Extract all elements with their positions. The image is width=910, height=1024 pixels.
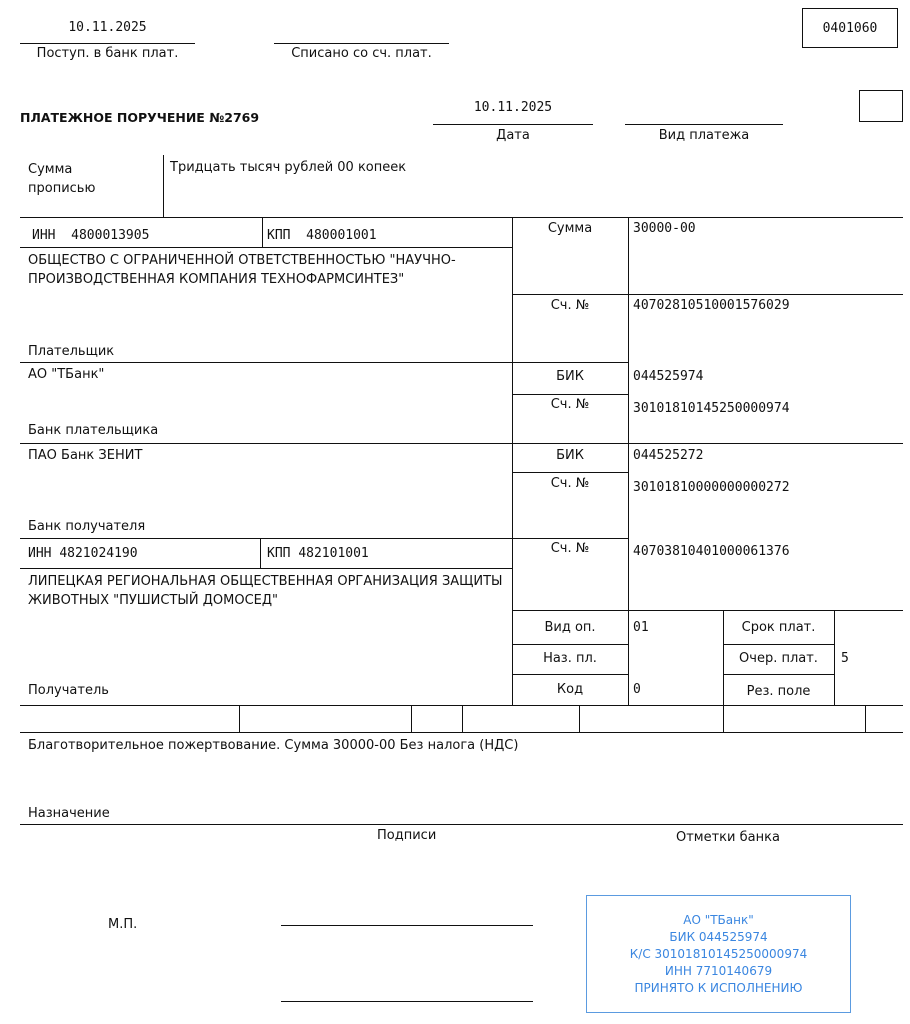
recipient-bank-name: ПАО Банк ЗЕНИТ <box>28 448 143 463</box>
recipient-name-line2: ЖИВОТНЫХ "ПУШИСТЫЙ ДОМОСЕД" <box>28 593 279 608</box>
payer-inn-line <box>20 247 512 248</box>
amount-words-label-line2: прописью <box>28 181 96 196</box>
recipient-name-line1: ЛИПЕЦКАЯ РЕГИОНАЛЬНАЯ ОБЩЕСТВЕННАЯ ОРГАНИЗАЦИЯ ЗАЩИТЫ <box>28 574 503 589</box>
details-row-line-left-2 <box>512 674 628 675</box>
payer-bank-label: Банк плательщика <box>28 423 159 438</box>
payer-bank-account: 30101810145250000974 <box>633 401 790 416</box>
tax-vline-3 <box>462 705 463 732</box>
recipient-kpp: КПП 482101001 <box>267 546 369 561</box>
details-row-line-left-1 <box>512 644 628 645</box>
payer-name <box>28 251 456 289</box>
amount-line <box>512 294 903 295</box>
signatures-label: Подписи <box>377 828 437 843</box>
tax-vline-4 <box>579 705 580 732</box>
details-row-line-right-2 <box>723 674 834 675</box>
recipient-bank-account: 30101810000000000272 <box>633 480 790 495</box>
payer-inn-kpp-divider <box>262 217 263 247</box>
tax-vline-1 <box>239 705 240 732</box>
priority-label: Очер. плат. <box>739 651 818 666</box>
amount-words-label <box>28 160 95 198</box>
tax-row-bottom-line <box>20 732 903 733</box>
purpose-code-label: Наз. пл. <box>543 651 597 666</box>
received-date: 10.11.2025 <box>68 20 147 35</box>
payer-name-line1: ОБЩЕСТВО С ОГРАНИЧЕННОЙ ОТВЕТСТВЕННОСТЬЮ "НАУЧНО- <box>28 253 456 268</box>
recipient-bank-account-label: Сч. № <box>550 476 590 491</box>
op-type-label: Вид оп. <box>544 620 596 635</box>
recipient-account-label: Сч. № <box>550 541 590 556</box>
recipient-bank-bik: 044525272 <box>633 448 704 463</box>
recipient-bank-bottom-line <box>20 538 628 539</box>
grid-vline-right <box>628 217 629 705</box>
details-top-line <box>512 610 903 611</box>
form-code-box <box>802 8 898 48</box>
signature-line-2 <box>281 1001 533 1002</box>
grid-line-top <box>20 217 903 218</box>
signature-line-1 <box>281 925 533 926</box>
amount-words-divider <box>163 155 164 217</box>
recipient-bank-label: Банк получателя <box>28 519 146 534</box>
form-code: 0401060 <box>822 20 878 36</box>
recipient-name <box>28 572 503 610</box>
recipient-account: 40703810401000061376 <box>633 544 790 559</box>
debited-label: Списано со сч. плат. <box>291 46 432 61</box>
order-date-line <box>433 124 593 125</box>
purpose-label: Назначение <box>28 806 110 821</box>
priority-value: 5 <box>841 651 849 666</box>
payer-kpp: КПП 480001001 <box>267 228 377 243</box>
debited-date-line <box>274 43 449 44</box>
received-date-line <box>20 43 195 44</box>
payer-bank-bik-line <box>512 394 628 395</box>
stamp-line4: ИНН 7710140679 <box>664 964 773 978</box>
tax-vline-5 <box>723 705 724 732</box>
due-label: Срок плат. <box>741 620 816 635</box>
order-title: ПЛАТЕЖНОЕ ПОРУЧЕНИЕ №2769 <box>20 110 260 125</box>
amount-words-label-line1: Сумма <box>28 162 73 177</box>
details-vline-2 <box>834 610 835 705</box>
recipient-inn: ИНН 4821024190 <box>28 546 138 561</box>
payer-bottom-line <box>20 362 628 363</box>
payer-account-label: Сч. № <box>550 298 590 313</box>
bank-stamp <box>586 895 851 1013</box>
amount-words-value: Тридцать тысяч рублей 00 копеек <box>170 160 407 175</box>
payer-inn: ИНН 4800013905 <box>32 228 150 243</box>
payer-amount-label: Сумма <box>547 221 593 236</box>
details-row-line-right-1 <box>723 644 834 645</box>
recipient-label: Получатель <box>28 683 109 698</box>
order-date: 10.11.2025 <box>473 100 553 115</box>
payment-type-line <box>625 124 783 125</box>
payment-type-label: Вид платежа <box>658 128 750 143</box>
recipient-bank-bik-label: БИК <box>556 448 584 463</box>
payer-bank-bik: 044525974 <box>633 369 704 384</box>
payer-bank-bottom-line <box>20 443 903 444</box>
order-date-label: Дата <box>496 128 530 143</box>
payer-name-line2: ПРОИЗВОДСТВЕННАЯ КОМПАНИЯ ТЕХНОФАРМСИНТЕЗ" <box>28 272 405 287</box>
op-type: 01 <box>633 620 649 635</box>
payer-bank-name: АО "ТБанк" <box>28 367 105 382</box>
recipient-bank-bik-line <box>512 472 628 473</box>
tax-vline-6 <box>865 705 866 732</box>
stamp-line5: ПРИНЯТО К ИСПОЛНЕНИЮ <box>634 981 803 995</box>
purpose-bottom-line <box>20 824 903 825</box>
seal-label: М.П. <box>108 917 138 932</box>
stamp-line2: БИК 044525974 <box>669 930 768 944</box>
recipient-inn-kpp-divider <box>260 538 261 568</box>
bank-marks-label: Отметки банка <box>676 830 780 845</box>
tax-vline-2 <box>411 705 412 732</box>
payer-bank-bik-label: БИК <box>556 369 584 384</box>
recipient-inn-line <box>20 568 512 569</box>
code-value: 0 <box>633 682 641 697</box>
reserve-label: Рез. поле <box>746 684 811 699</box>
received-label: Поступ. в банк плат. <box>36 46 179 61</box>
stamp-line1: АО "ТБанк" <box>683 913 754 927</box>
stamp-line3: К/С 30101810145250000974 <box>629 947 808 961</box>
payer-account: 40702810510001576029 <box>633 298 790 313</box>
status-box <box>859 90 903 122</box>
purpose-text: Благотворительное пожертвование. Сумма 30000-00 Без налога (НДС) <box>28 738 519 753</box>
payer-amount: 30000-00 <box>633 221 696 236</box>
payer-label: Плательщик <box>28 344 115 359</box>
payer-bank-account-label: Сч. № <box>550 397 590 412</box>
code-label: Код <box>556 682 584 697</box>
